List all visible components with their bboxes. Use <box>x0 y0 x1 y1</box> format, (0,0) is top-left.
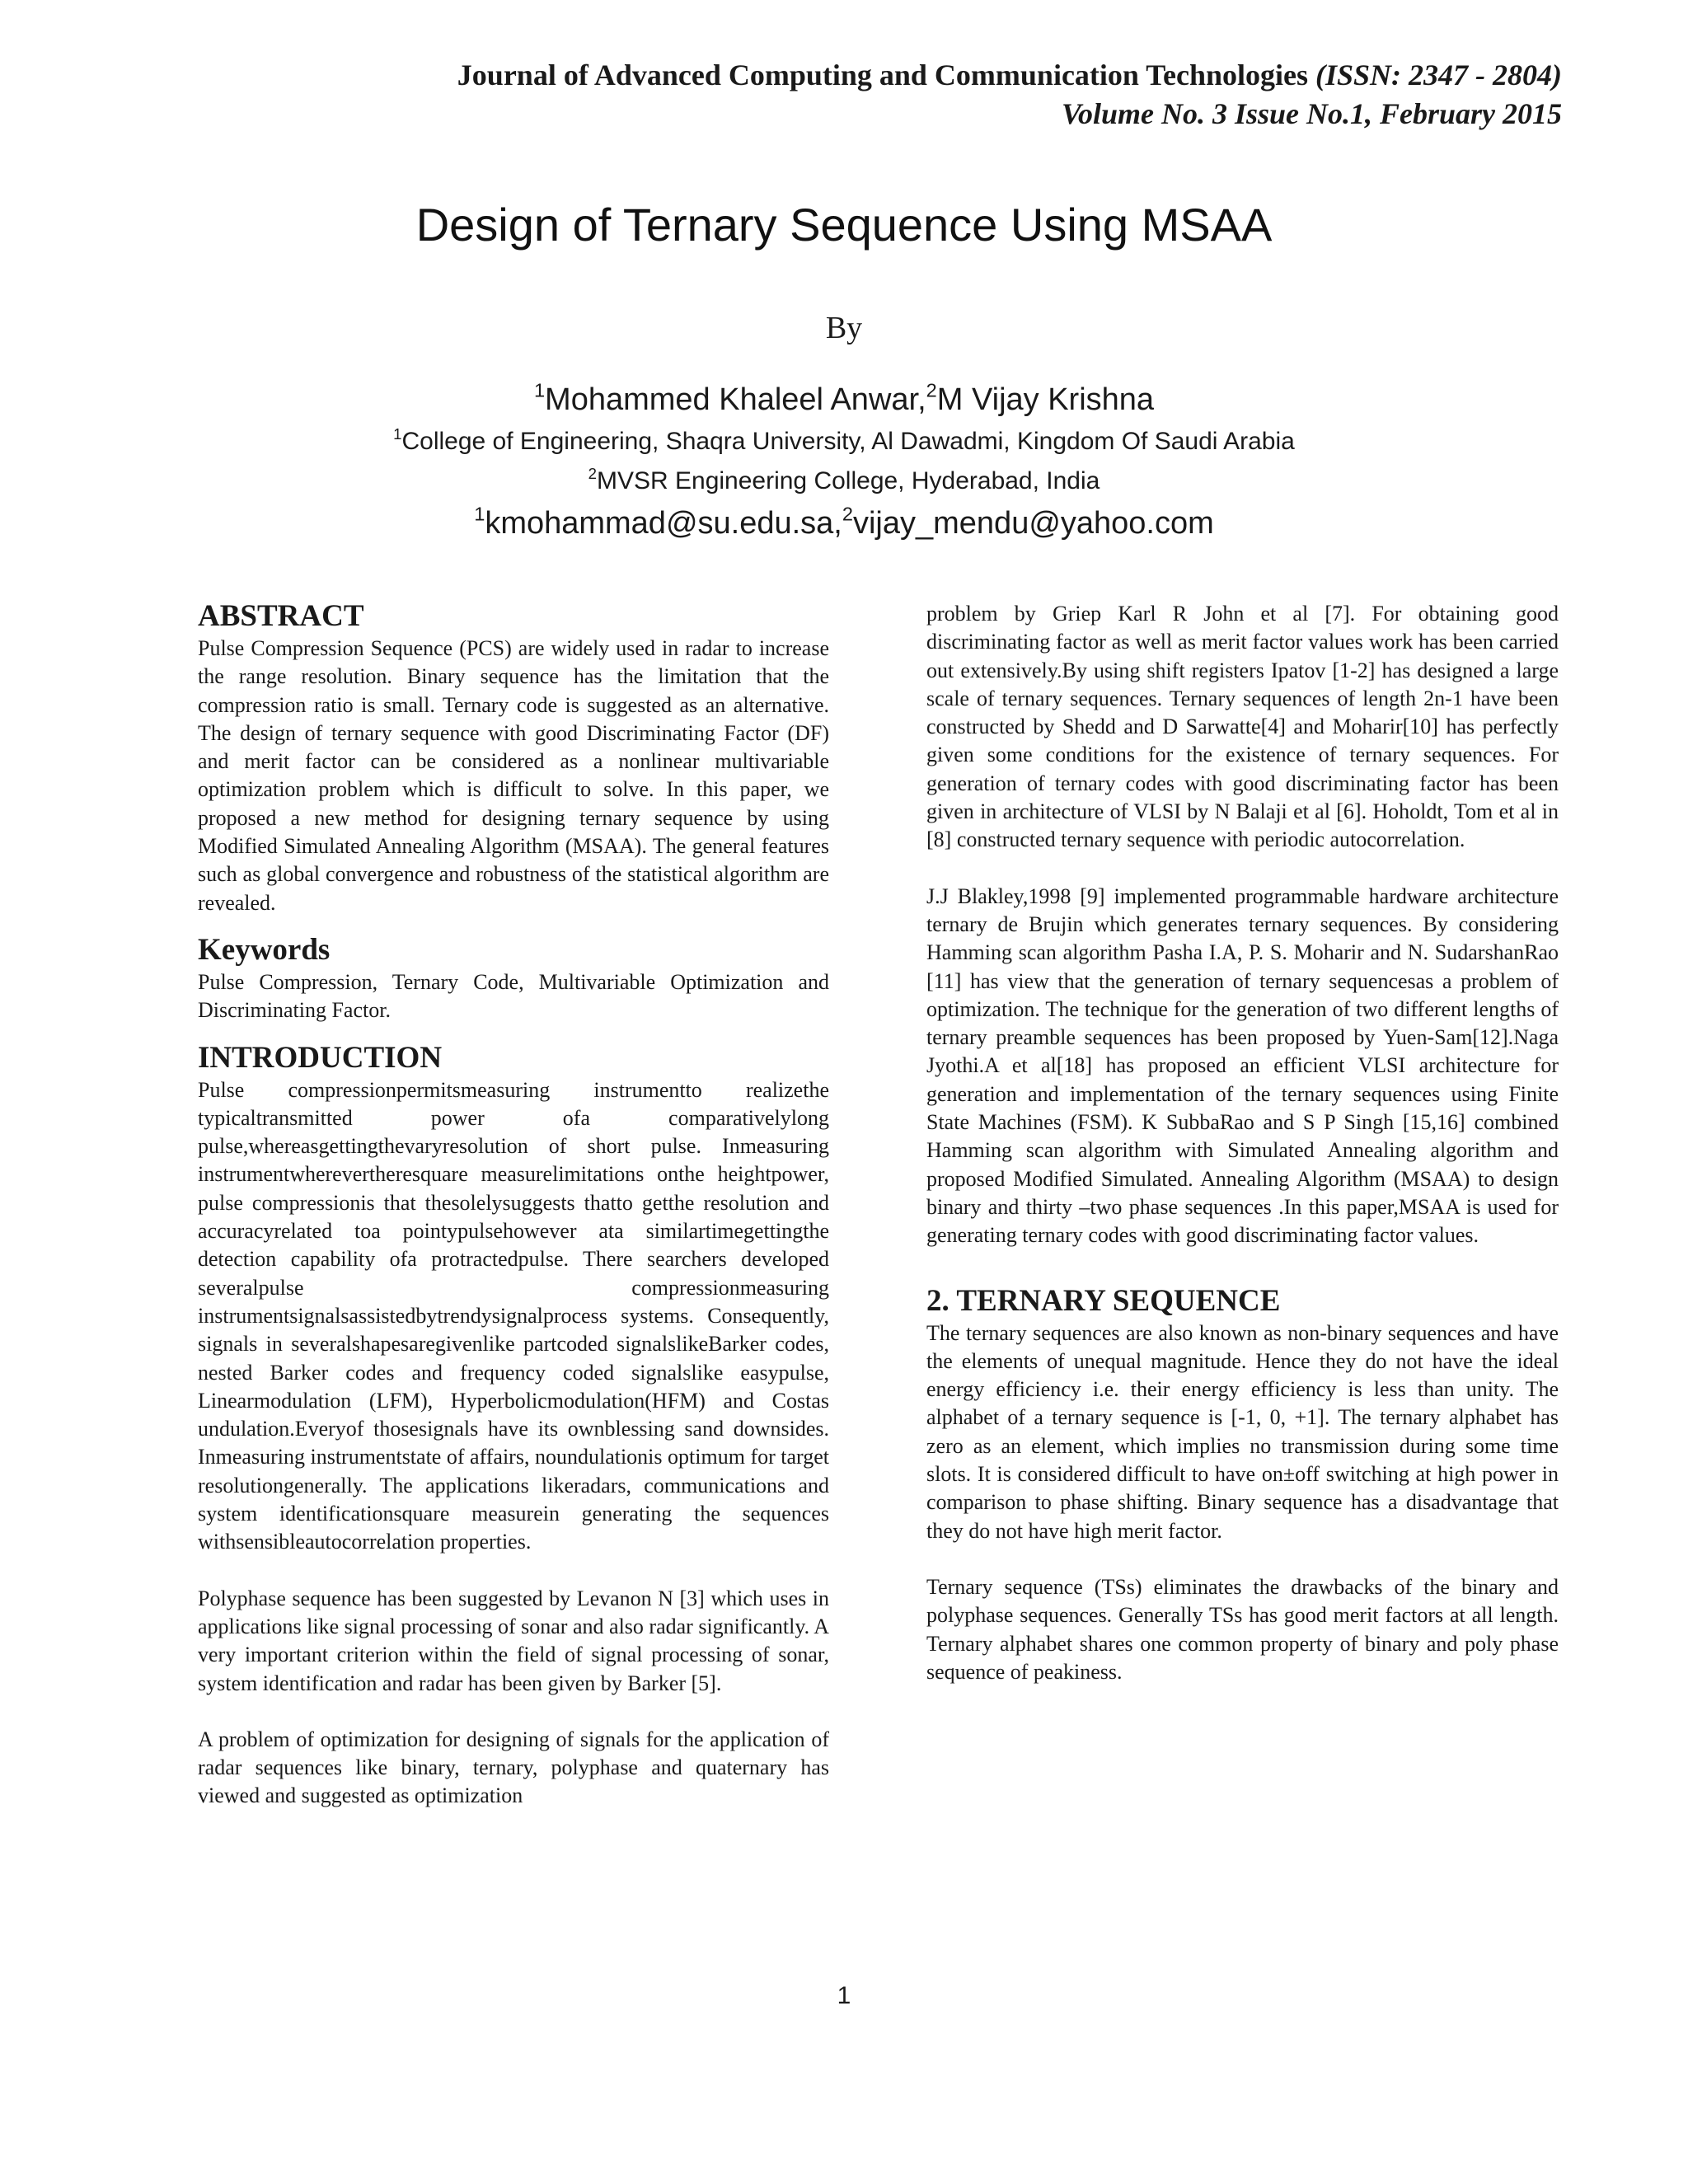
introduction-heading: INTRODUCTION <box>198 1040 443 1075</box>
abstract-heading: ABSTRACT <box>198 599 364 633</box>
section2-heading: 2. TERNARY SEQUENCE <box>926 1283 1281 1318</box>
email1: kmohammad@su.edu.sa, <box>485 506 842 541</box>
paper-by: By <box>825 311 863 345</box>
paper-title: Design of Ternary Sequence Using MSAA <box>415 199 1273 251</box>
affiliation2-mark: 2 <box>588 464 597 482</box>
page-number: 1 <box>837 1982 851 2009</box>
journal-issn: (ISSN: 2347 - 2804) <box>1315 59 1562 91</box>
author-emails <box>0 503 1688 544</box>
keywords-text: Pulse Compression, Ternary Code, Multivariable Optimization and Discriminating Factor. <box>198 969 829 1023</box>
introduction-paragraph-1: Pulse compressionpermitsmeasuring instrumentto realizethe typicaltransmitted power ofa comparativelylong pulse,whereasgettingthevaryresolution of short pulse. Inmeasuring instrumentwherevertheresquare measurelimitations onthe heightpower, pulse compressionis that thesolelysuggests thatto getthe resolution and accuracyrelated toa pointypulsehowever ata similartimegettingthe detection capability ofa protractedpulse. There searchers developed severalpulse compressionmeasuring instrumentsignalsassistedbytrendysignalprocess systems. Consequently, signals in severalshapesaregivenlike partcoded signalslikeBarker codes, nested Barker codes and frequency coded signalslike easypulse, Linearmodulation (LFM), Hyperbolicmodulation(HFM) and Costas undulation.Everyof thosesignals have its ownblessing sand downsides. Inmeasuring instrumentstate of affairs, noundulationis optimum for target resolutiongenerally. The applications likeradars, communications and system identificationsquare measurein generating the sequences withsensibleautocorrelation properties. <box>198 1077 829 1554</box>
introduction-paragraph-2: Polyphase sequence has been suggested by Levanon N [3] which uses in applications like signal processing of sonar and also radar significantly. A very important criterion within the field of signal processing of sonar, system identification and radar has been given by Barker [5]. <box>198 1586 829 1695</box>
journal-name: Journal of Advanced Computing and Communication Technologies <box>457 59 1308 91</box>
left-column <box>198 598 829 1811</box>
affiliation1-text: College of Engineering, Shaqra University, Al Dawadmi, Kingdom Of Saudi Arabia <box>401 428 1295 455</box>
email2: vijay_mendu@yahoo.com <box>852 506 1214 541</box>
author1-name: Mohammed Khaleel Anwar, <box>545 382 926 417</box>
author1-mark: 1 <box>533 379 546 401</box>
section2-paragraph-2: Ternary sequence (TSs) eliminates the drawbacks of the binary and polyphase sequences. Generally TSs has good merit factors at all length. Ternary alphabet shares one common property of binary and poly phase sequence of peakiness. <box>926 1574 1559 1684</box>
right-column <box>926 600 1559 1686</box>
paper-authors <box>0 379 1688 420</box>
email2-mark: 2 <box>842 503 853 525</box>
abstract-text: Pulse Compression Sequence (PCS) are widely used in radar to increase the range resolution. Binary sequence has the limitation that the compression ratio is small. Ternary code is suggested as an alternative. The design of ternary sequence with good Discriminating Factor (DF) and merit factor can be considered as a nonlinear multivariable optimization problem which is difficult to solve. In this paper, we proposed a new method for designing ternary sequence by using Modified Simulated Annealing Algorithm (MSAA). The general features such as global convergence and robustness of the statistical algorithm are revealed. <box>198 636 829 915</box>
introduction-paragraph-3: A problem of optimization for designing of signals for the application of radar sequences like binary, ternary, polyphase and quaternary has viewed and suggested as optimization <box>198 1727 829 1808</box>
affiliation-1 <box>0 425 1688 458</box>
right-paragraph-1: problem by Griep Karl R John et al [7]. For obtaining good discriminating factor as well as merit factor values work has been carried out extensively.By using shift registers Ipatov [1-2] has designed a large scale of ternary sequences. Ternary sequences of length 2n-1 have been constructed by Shedd and D Sarwatte[4] and Moharir[10] has perfectly given some conditions for the existence of ternary sequences. For generation of ternary codes with good discriminating factor has been given in architecture of VLSI by N Balaji et al [6]. Hoholdt, Tom et al in [8] constructed ternary sequence with periodic autocorrelation. <box>926 602 1559 852</box>
affiliation-2 <box>0 465 1688 498</box>
section2-paragraph-1: The ternary sequences are also known as non-binary sequences and have the elements of unequal magnitude. Hence they do not have the ideal energy efficiency i.e. their energy efficiency is less than unity. The alphabet of a ternary sequence is [-1, 0, +1]. The ternary alphabet has zero as an element, which implies no transmission during some time slots. It is considered difficult to have on±off switching at high power in comparison to phase shifting. Binary sequence has a disadvantage that they do not have high merit factor. <box>926 1320 1559 1543</box>
affiliation2-text: MVSR Engineering College, Hyderabad, India <box>596 467 1100 494</box>
journal-name-line <box>0 56 1562 94</box>
author2-mark: 2 <box>926 379 937 401</box>
right-paragraph-2: J.J Blakley,1998 [9] implemented programmable hardware architecture ternary de Brujin which generates ternary sequences. By considering Hamming scan algorithm Pasha I.A, P. S. Moharir and N. SudarshanRao [11] has view that the generation of ternary sequencesas a problem of optimization. The technique for the generation of two different lengths of ternary preamble sequences has been proposed by Yuen-Sam[12].Naga Jyothi.A et al[18] has proposed an efficient VLSI architecture for generation and implementation of the ternary sequences using Finite State Machines (FSM). K SubbaRao and S P Singh [15,16] combined Hamming scan algorithm with Simulated Annealing algorithm and proposed Modified Simulated. Annealing Algorithm (MSAA) to design binary and thirty –two phase sequences .In this paper,MSAA is used for generating ternary codes with good discriminating factor values. <box>926 883 1559 1248</box>
email1-mark: 1 <box>474 503 485 525</box>
journal-volume: Volume No. 3 Issue No.1, February 2015 <box>1061 97 1562 130</box>
author2-name: M Vijay Krishna <box>936 382 1155 417</box>
keywords-heading: Keywords <box>198 932 331 967</box>
affiliation1-mark: 1 <box>393 424 402 443</box>
journal-header <box>0 56 1562 134</box>
